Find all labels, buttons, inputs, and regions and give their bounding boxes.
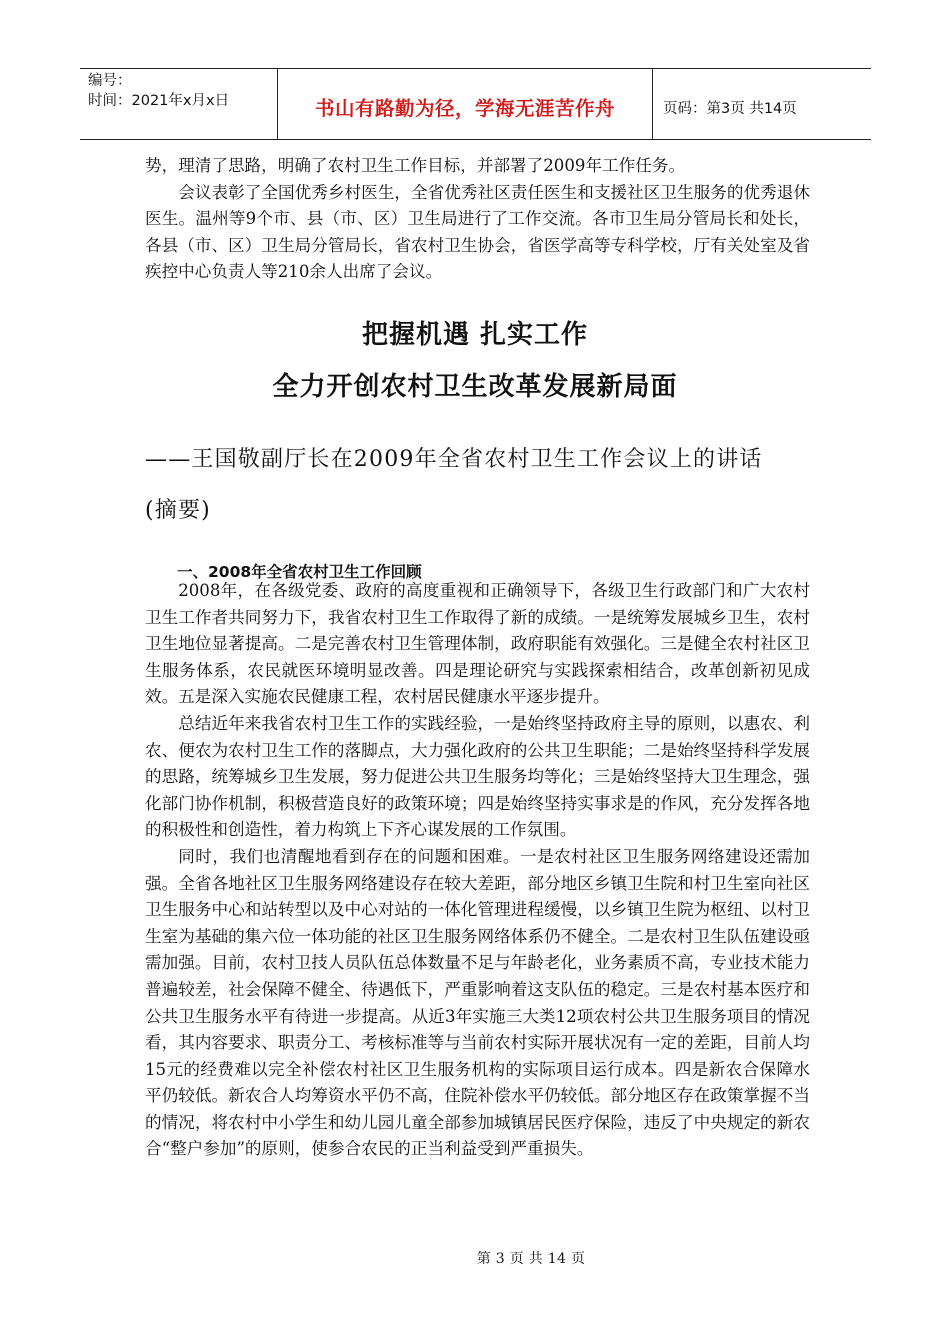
paragraph: 同时，我们也清醒地看到存在的问题和困难。一是农村社区卫生服务网络建设还需加强。全省各地社区卫生服务网络建设存在较大差距，部分地区乡镇卫生院和村卫生室向社区卫生服务中心和站转型以及中心对站的一体化管理进程缓慢，以乡镇卫生院为枢纽、以村卫生室为基础的集六位一体功能的社区卫生服务网络体系仍不健全。二是农村卫生队伍建设亟需加强。目前，农村卫技人员队伍总体数量不足与年龄老化，业务素质不高，专业技术能力普遍较差，社会保障不健全、待遇低下，严重影响着这支队伍的稳定。三是农村基本医疗和公共卫生服务水平有待进一步提高。从近3年实施三大类12项农村公共卫生服务项目的情况看，其内容要求、职责分工、考核标准等与当前农村实际开展状况有一定的差距，目前人均15元的经费难以完全补偿农村社区卫生服务机构的实际项目运行成本。四是新农合保障水平仍较低。新农合人均筹资水平仍不高，住院补偿水平仍较低。部分地区存在政策掌握不当的情况，将农村中小学生和幼儿园儿童全部参加城镇居民医疗保险，违反了中央规定的新农合“整户参加”的原则，使参合农民的正当利益受到严重损失。 — [145, 846, 810, 1159]
body-text — [145, 578, 810, 1163]
header-meta — [80, 69, 277, 139]
speech-subtitle: ——王国敬副厅长在2009年全省农村卫生工作会议上的讲话 — [145, 447, 763, 472]
paragraph: 2008年，在各级党委、政府的高度重视和正确领导下，各级卫生行政部门和广大农村卫生工作者共同努力下，我省农村卫生工作取得了新的成绩。一是统筹发展城乡卫生，农村卫生地位显著提高。二是完善农村卫生管理体制，政府职能有效强化。三是健全农村社区卫生服务体系，农民就医环境明显改善。四是理论研究与实践探索相结合，改革创新初见成效。五是深入实施农民健康工程，农村居民健康水平逐步提升。 — [145, 581, 810, 707]
header-motto: 书山有路勤为径，学海无涯苦作舟 — [277, 69, 653, 139]
section-heading: 一、2008年全省农村卫生工作回顾 — [177, 563, 422, 581]
speech-title-line-1: 把握机遇 扎实工作 — [361, 320, 589, 350]
speech-title-line-2: 全力开创农村卫生改革发展新局面 — [272, 372, 678, 402]
header-page-number: 页码：第3页 共14页 — [663, 100, 797, 117]
intro-text — [145, 153, 810, 286]
header-table — [80, 68, 871, 140]
paragraph: 会议表彰了全国优秀乡村医生，全省优秀社区责任医生和支援社区卫生服务的优秀退休医生。温州等9个市、县（市、区）卫生局进行了工作交流。各市卫生局分管局长和处长，各县（市、区）卫生局分管局长，省农村卫生协会，省医学高等专科学校，厅有关处室及省疾控中心负责人等210余人出席了会议。 — [145, 182, 810, 282]
page-footer: 第 3 页 共 14 页 — [476, 1251, 586, 1267]
speech-subtitle-abstract: (摘要) — [145, 498, 211, 523]
paragraph: 势，理清了思路，明确了农村卫生工作目标，并部署了2009年工作任务。 — [145, 156, 686, 175]
paragraph: 总结近年来我省农村卫生工作的实践经验，一是始终坚持政府主导的原则，以惠农、利农、便农为农村卫生工作的落脚点，大力强化政府的公共卫生职能；二是始终坚持科学发展的思路，统筹城乡卫生发展，努力促进公共卫生服务均等化；三是始终坚持大卫生理念，强化部门协作机制，积极营造良好的政策环境；四是始终坚持实事求是的作风，充分发挥各地的积极性和创造性，着力构筑上下齐心谋发展的工作氛围。 — [145, 713, 810, 840]
number-label: 编号： — [88, 73, 132, 89]
date-label: 时间：2021年x月x日 — [88, 93, 230, 109]
